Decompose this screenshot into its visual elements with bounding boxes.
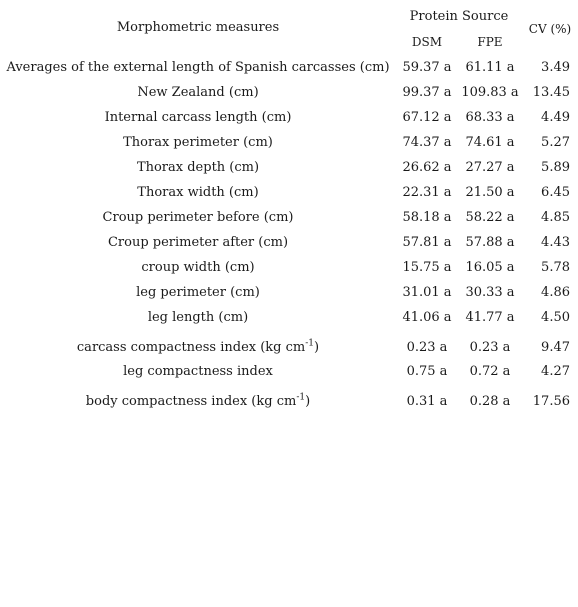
header-fpe: FPE [477,35,503,49]
row-dsm: 57.81 a [402,235,452,250]
table-row [0,331,578,360]
row-fpe: 16.05 a [465,260,515,275]
row-label: Thorax depth (cm) [136,160,260,175]
row-fpe: 30.33 a [465,285,515,300]
row-dsm: 22.31 a [402,185,452,200]
table-row [0,156,578,181]
row-dsm: 99.37 a [402,85,452,100]
row-fpe: 68.33 a [465,110,515,125]
table-row [0,281,578,306]
row-dsm: 31.01 a [402,285,452,300]
row-cv: 4.49 [541,110,570,125]
row-fpe: 21.50 a [465,185,515,200]
row-label: New Zealand (cm) [137,85,259,100]
row-cv: 4.27 [541,364,570,379]
row-dsm: 0.23 a [406,340,448,355]
row-label-text: body compactness index (kg cm [85,394,297,409]
row-label: leg compactness index [123,364,273,379]
row-cv: 3.49 [541,60,570,75]
row-dsm: 0.75 a [406,364,448,379]
table-row [0,206,578,231]
row-fpe: 41.77 a [465,310,515,325]
row-label-suffix: ) [314,340,320,355]
unit-exponent: -1 [296,392,306,403]
table-header [0,0,578,56]
row-label: Averages of the external length of Spanish carcasses (cm) [6,60,390,75]
row-fpe: 27.27 a [465,160,515,175]
row-fpe: 0.28 a [469,394,511,409]
row-cv: 4.86 [541,285,570,300]
table-row [0,81,578,106]
row-dsm: 74.37 a [402,135,452,150]
table-row [0,306,578,331]
row-label: Thorax width (cm) [137,185,259,200]
row-dsm: 58.18 a [402,210,452,225]
row-fpe: 61.11 a [465,60,515,75]
table-row [0,360,578,385]
row-label [0,394,396,409]
row-label: Croup perimeter before (cm) [102,210,294,225]
table-row [0,385,578,414]
table-row [0,56,578,81]
table-row [0,181,578,206]
row-fpe: 74.61 a [465,135,515,150]
table-row [0,231,578,256]
row-cv: 5.27 [541,135,570,150]
row-dsm: 59.37 a [402,60,452,75]
row-cv: 4.85 [541,210,570,225]
row-dsm: 15.75 a [402,260,452,275]
row-cv: 5.78 [541,260,570,275]
row-cv: 13.45 [532,85,570,100]
header-cv: CV (%) [528,22,572,36]
row-cv: 6.45 [541,185,570,200]
row-fpe: 57.88 a [465,235,515,250]
row-label: leg perimeter (cm) [136,285,260,300]
row-dsm: 0.31 a [406,394,448,409]
row-fpe: 0.72 a [469,364,511,379]
row-fpe: 58.22 a [465,210,515,225]
row-label: Internal carcass length (cm) [104,110,292,125]
row-label-suffix: ) [305,394,311,409]
row-dsm: 67.12 a [402,110,452,125]
table-row [0,131,578,156]
header-measures: Morphometric measures [116,20,280,35]
row-cv: 4.50 [541,310,570,325]
table-row [0,256,578,281]
row-label-text: carcass compactness index (kg cm [76,340,306,355]
row-cv: 17.56 [532,394,570,409]
header-protein-source: Protein Source [409,9,509,24]
table-row [0,106,578,131]
row-fpe: 109.83 a [461,85,519,100]
unit-exponent: -1 [305,338,315,349]
row-label: croup width (cm) [141,260,255,275]
row-dsm: 41.06 a [402,310,452,325]
row-dsm: 26.62 a [402,160,452,175]
header-dsm: DSM [411,35,443,49]
row-label [0,340,396,355]
row-fpe: 0.23 a [469,340,511,355]
row-cv: 4.43 [541,235,570,250]
row-cv: 9.47 [541,340,570,355]
row-label: Thorax perimeter (cm) [123,135,273,150]
row-label: Croup perimeter after (cm) [107,235,289,250]
row-label: leg length (cm) [147,310,249,325]
row-cv: 5.89 [541,160,570,175]
